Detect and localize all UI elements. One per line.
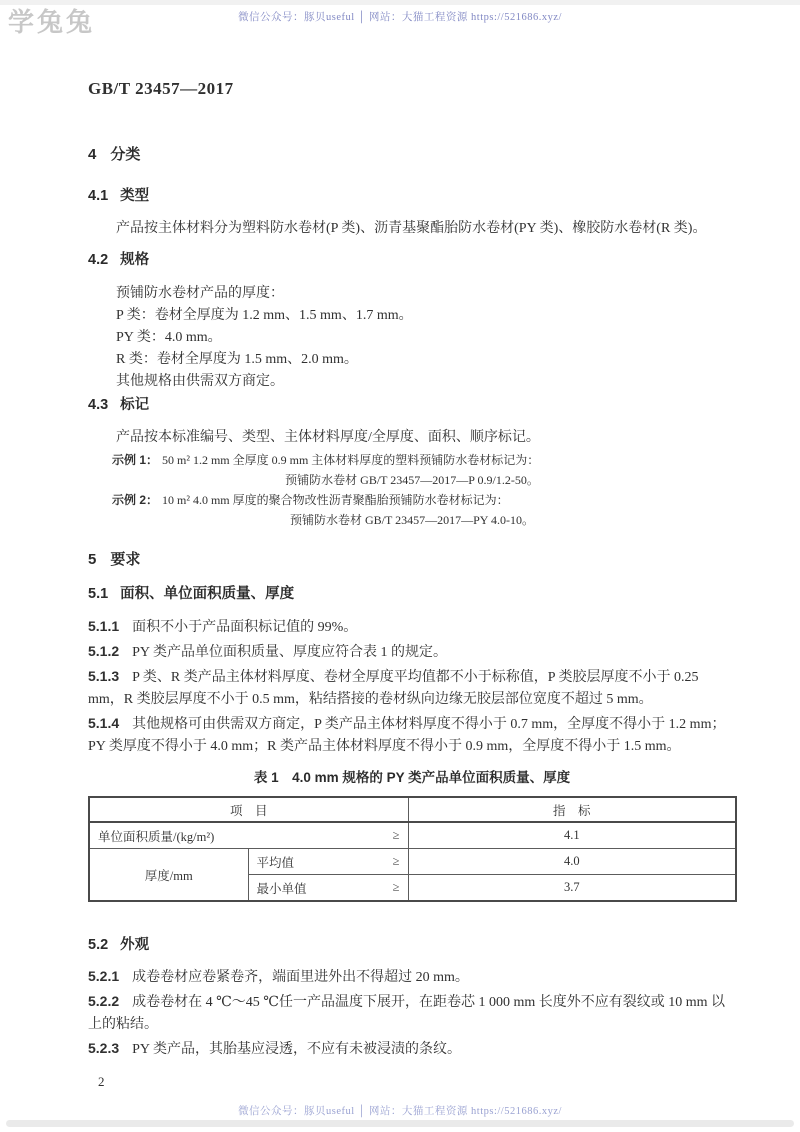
section-4-3-paragraph: 产品按本标准编号、类型、主体材料厚度/全厚度、面积、顺序标记。 (116, 430, 540, 445)
section-4-3-number: 4.3 (88, 397, 109, 413)
section-4-1-heading (88, 186, 736, 206)
table-row (89, 849, 736, 875)
table-header-index: 指 标 (408, 797, 736, 822)
page-number: 2 (98, 1074, 105, 1089)
example-1-label: 示例 1： (112, 453, 159, 467)
section-4-3-heading (88, 395, 736, 415)
section-4-3-title: 标记 (120, 397, 150, 413)
clause-5-2-2-number: 5.2.2 (88, 993, 120, 1009)
clause-5-2-1-number: 5.2.1 (88, 968, 120, 984)
gte-symbol: ≥ (392, 854, 400, 868)
clause-5-1-4 (88, 712, 736, 758)
example-2-text: 10 m² 4.0 mm 厚度的聚合物改性沥青聚酯胎预铺防水卷材标记为： (162, 493, 509, 507)
example-1-marking: 预铺防水卷材 GB/T 23457—2017—P 0.9/1.2-50。 (285, 473, 539, 487)
thickness-average-label: 平均值 (256, 855, 295, 870)
clause-5-1-1 (88, 615, 736, 639)
header-banner: 微信公众号：豚贝useful │ 网站：大猫工程资源 https://521686.xyz/ (238, 12, 562, 23)
section-4-2-number: 4.2 (88, 252, 109, 268)
spec-line-other: 其他规格由供需双方商定。 (116, 374, 284, 389)
clause-5-1-3-text: P 类、R 类产品主体材料厚度、卷材全厚度平均值都不小于标称值，P 类胶层厚度不小于 0.25 mm，R 类胶层厚度不小于 0.5 mm，粘结搭接的卷材纵向边缘无胶层部位宽度不超过 5 mm。 (88, 670, 699, 707)
section-4-number: 4 (88, 146, 97, 163)
section-4-heading (88, 145, 736, 165)
unit-area-mass-value: 4.1 (408, 822, 736, 849)
section-5-1-number: 5.1 (88, 586, 109, 602)
section-4-1-number: 4.1 (88, 188, 109, 204)
example-2-marking: 预铺防水卷材 GB/T 23457—2017—PY 4.0-10。 (289, 513, 534, 527)
section-5-1-heading (88, 584, 736, 604)
example-1-text: 50 m² 1.2 mm 全厚度 0.9 mm 主体材料厚度的塑料预铺防水卷材标记为： (162, 453, 540, 467)
clause-5-2-2 (88, 990, 736, 1036)
section-4-1-title: 类型 (120, 188, 150, 204)
scan-bottom-edge (6, 1120, 794, 1127)
footer-banner: 微信公众号：豚贝useful │ 网站：大猫工程资源 https://521686.xyz/ (238, 1106, 562, 1117)
section-5-number: 5 (88, 551, 97, 568)
table-header-item: 项 目 (89, 797, 408, 822)
unit-area-mass-label: 单位面积质量/(kg/m²) (98, 829, 215, 844)
example-2-line (112, 491, 736, 509)
watermark-xuetutu: 学兔兔 (8, 7, 96, 37)
page-content (88, 140, 736, 1093)
clause-5-1-4-number: 5.1.4 (88, 715, 120, 731)
spec-line-r-class: R 类：卷材全厚度为 1.5 mm、2.0 mm。 (116, 352, 358, 367)
section-5-title: 要求 (110, 551, 141, 568)
spec-line-p-class: P 类：卷材全厚度为 1.2 mm、1.5 mm、1.7 mm。 (116, 308, 413, 323)
section-5-heading (88, 550, 736, 570)
section-5-2-number: 5.2 (88, 937, 109, 953)
spec-line-thickness-intro: 预铺防水卷材产品的厚度： (116, 286, 284, 301)
clause-5-2-3 (88, 1037, 736, 1061)
scan-top-edge (0, 0, 800, 5)
cell-thickness-average (248, 849, 408, 875)
thickness-average-value: 4.0 (408, 849, 736, 875)
section-5-1-title: 面积、单位面积质量、厚度 (120, 586, 295, 602)
clause-5-2-2-text: 成卷卷材在 4 ℃～45 ℃任一产品温度下展开，在距卷芯 1 000 mm 长度外不应有裂纹或 10 mm 以上的粘结。 (88, 995, 726, 1032)
section-4-2-heading (88, 250, 736, 270)
spec-line-py-class: PY 类：4.0 mm。 (116, 330, 222, 345)
thickness-minimum-value: 3.7 (408, 875, 736, 902)
example-1-line (112, 451, 736, 469)
section-5-2-clauses (88, 965, 736, 1061)
section-4-2-spec-list (88, 283, 736, 393)
section-4-1-paragraph: 产品按主体材料分为塑料防水卷材(P 类)、沥青基聚酯胎防水卷材(PY 类)、橡胶防水卷材(R 类)。 (116, 221, 707, 236)
section-4-title: 分类 (110, 146, 141, 163)
clause-5-1-3 (88, 665, 736, 711)
clause-5-2-3-number: 5.2.3 (88, 1040, 120, 1056)
cell-thickness-minimum (248, 875, 408, 902)
clause-5-1-3-number: 5.1.3 (88, 668, 120, 684)
table-row (89, 797, 736, 822)
clause-5-1-2-text: PY 类产品单位面积质量、厚度应符合表 1 的规定。 (132, 645, 448, 660)
doc-number: GB/T 23457—2017 (88, 79, 234, 98)
table-row (89, 822, 736, 849)
clause-5-1-4-text: 其他规格可由供需双方商定，P 类产品主体材料厚度不得小于 0.7 mm，全厚度不得小于 1.2 mm；PY 类厚度不得小于 4.0 mm；R 类产品主体材料厚度不得小于 0.9 mm，全厚度不得小于 1.5 mm。 (88, 717, 726, 754)
section-4-2-title: 规格 (120, 252, 150, 268)
thickness-group-label: 厚度/mm (89, 849, 248, 902)
gte-symbol: ≥ (392, 828, 400, 842)
clause-5-1-2-number: 5.1.2 (88, 643, 120, 659)
clause-5-1-2 (88, 640, 736, 664)
cell-unit-area-mass (89, 822, 408, 849)
clause-5-1-1-number: 5.1.1 (88, 618, 120, 634)
thickness-minimum-label: 最小单值 (256, 881, 307, 896)
section-5-2-heading (88, 935, 736, 955)
table-1 (88, 796, 737, 902)
clause-5-2-1-text: 成卷卷材应卷紧卷齐，端面里进外出不得超过 20 mm。 (132, 970, 469, 985)
gte-symbol: ≥ (392, 880, 400, 894)
clause-5-2-3-text: PY 类产品，其胎基应浸透，不应有未被浸渍的条纹。 (132, 1042, 462, 1057)
section-5-1-clauses (88, 615, 736, 758)
example-2-label: 示例 2： (112, 493, 159, 507)
clause-5-1-1-text: 面积不小于产品面积标记值的 99%。 (132, 620, 358, 635)
table-1-caption: 表 1 4.0 mm 规格的 PY 类产品单位面积质量、厚度 (253, 770, 571, 785)
clause-5-2-1 (88, 965, 736, 989)
section-5-2-title: 外观 (120, 937, 150, 953)
